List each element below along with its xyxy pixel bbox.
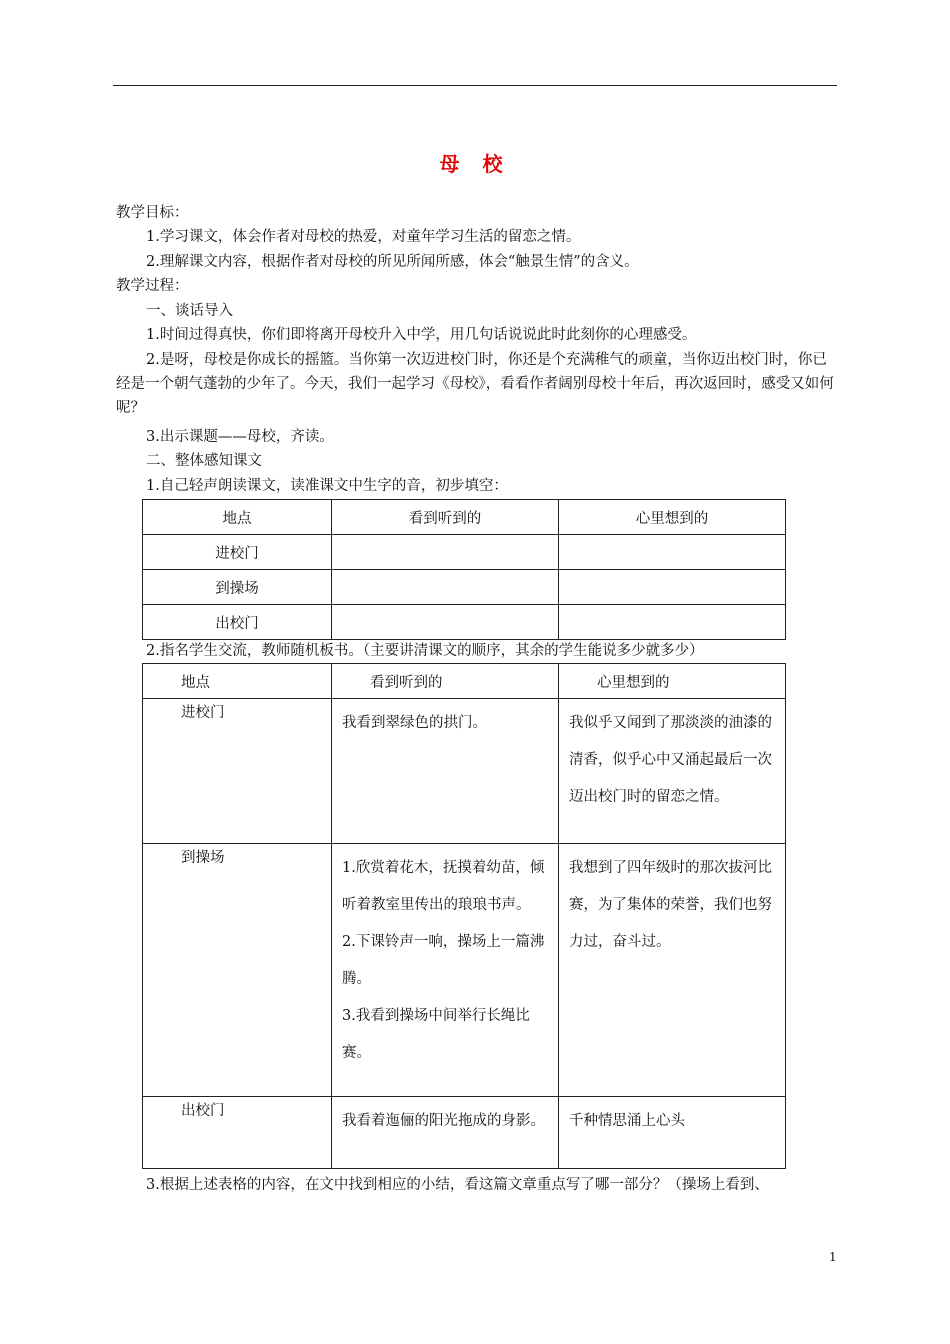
seen-cell [332,699,559,844]
board-notes-table [142,663,786,1169]
place-cell: 出校门 [143,1097,332,1169]
place-cell: 进校门 [143,699,332,844]
header-cell: 心里想到的 [559,500,786,535]
seen-text: 我看着迤俪的阳光拖成的身影。 [342,1113,545,1129]
section1-item1: 1.时间过得真快，你们即将离开母校升入中学，用几句话说说此时此刻你的心理感受。 [146,327,697,343]
header-cell: 地点 [143,664,332,699]
seen-cell [332,1097,559,1169]
thought-cell: 千种情思涌上心头 [559,1097,786,1169]
section2-item2: 2.指名学生交流，教师随机板书。（主要讲清课文的顺序，其余的学生能说多少就多少） [146,643,704,659]
blank-cell [559,570,786,605]
section2-item3: 3.根据上述表格的内容，在文中找到相应的小结，看这篇文章重点写了哪一部分？（操场上看到、 [146,1177,769,1193]
place-cell: 出校门 [143,605,332,640]
blank-cell [559,535,786,570]
document-title: 母 校 [439,152,511,176]
page-number: 1 [829,1250,837,1264]
blank-cell [559,605,786,640]
table-row [143,844,786,1097]
seen-cell [332,844,559,1097]
thought-cell: 我想到了四年级时的那次拔河比赛，为了集体的荣誉，我们也努力过，奋斗过。 [559,844,786,1097]
thought-cell: 我似乎又闻到了那淡淡的油漆的清香，似乎心中又涌起最后一次迈出校门时的留恋之情。 [559,699,786,844]
table-row [143,570,786,605]
seen-text: 2.下课铃声一响，操场上一篇沸腾。 [342,934,545,987]
blank-cell [332,570,559,605]
place-cell: 到操场 [143,570,332,605]
blank-cell [332,535,559,570]
table-row [143,699,786,844]
table-row [143,605,786,640]
header-cell: 地点 [143,500,332,535]
header-cell: 心里想到的 [559,664,786,699]
seen-text: 3.我看到操场中间举行长绳比赛。 [342,1008,530,1061]
header-cell: 看到听到的 [332,500,559,535]
blank-cell [332,605,559,640]
header-cell: 看到听到的 [332,664,559,699]
table-header-row [143,664,786,699]
section2-item1: 1.自己轻声朗读课文，读准课文中生字的音，初步填空： [146,478,508,494]
table-row [143,535,786,570]
section1-heading: 一、谈话导入 [146,303,233,319]
seen-text: 1.欣赏着花木，抚摸着幼苗，倾听着教室里传出的琅琅书声。 [342,860,545,913]
section1-item3: 3.出示课题——母校，齐读。 [146,429,334,445]
place-cell: 进校门 [143,535,332,570]
header-rule [113,85,837,86]
table-row [143,1097,786,1169]
table-header-row [143,500,786,535]
objective-2: 2.理解课文内容，根据作者对母校的所见所闻所感，体会“触景生情”的含义。 [146,254,639,270]
seen-text: 我看到翠绿色的拱门。 [342,715,487,731]
place-cell: 到操场 [143,844,332,1097]
process-heading: 教学过程： [116,278,189,294]
objective-1: 1.学习课文，体会作者对母校的热爱，对童年学习生活的留恋之情。 [146,229,581,245]
section1-item2: 2.是呀，母校是你成长的摇篮。当你第一次迈进校门时，你还是个充满稚气的顽童，当你迈出校门时，你已经是一个朝气蓬勃的少年了。今天，我们一起学习《母校》，看看作者阔别母校十年后，再次返回时，感受又如何呢？ [116,352,834,416]
objectives-heading: 教学目标： [116,205,189,221]
fill-in-table [142,499,786,640]
section2-heading: 二、整体感知课文 [146,453,262,469]
